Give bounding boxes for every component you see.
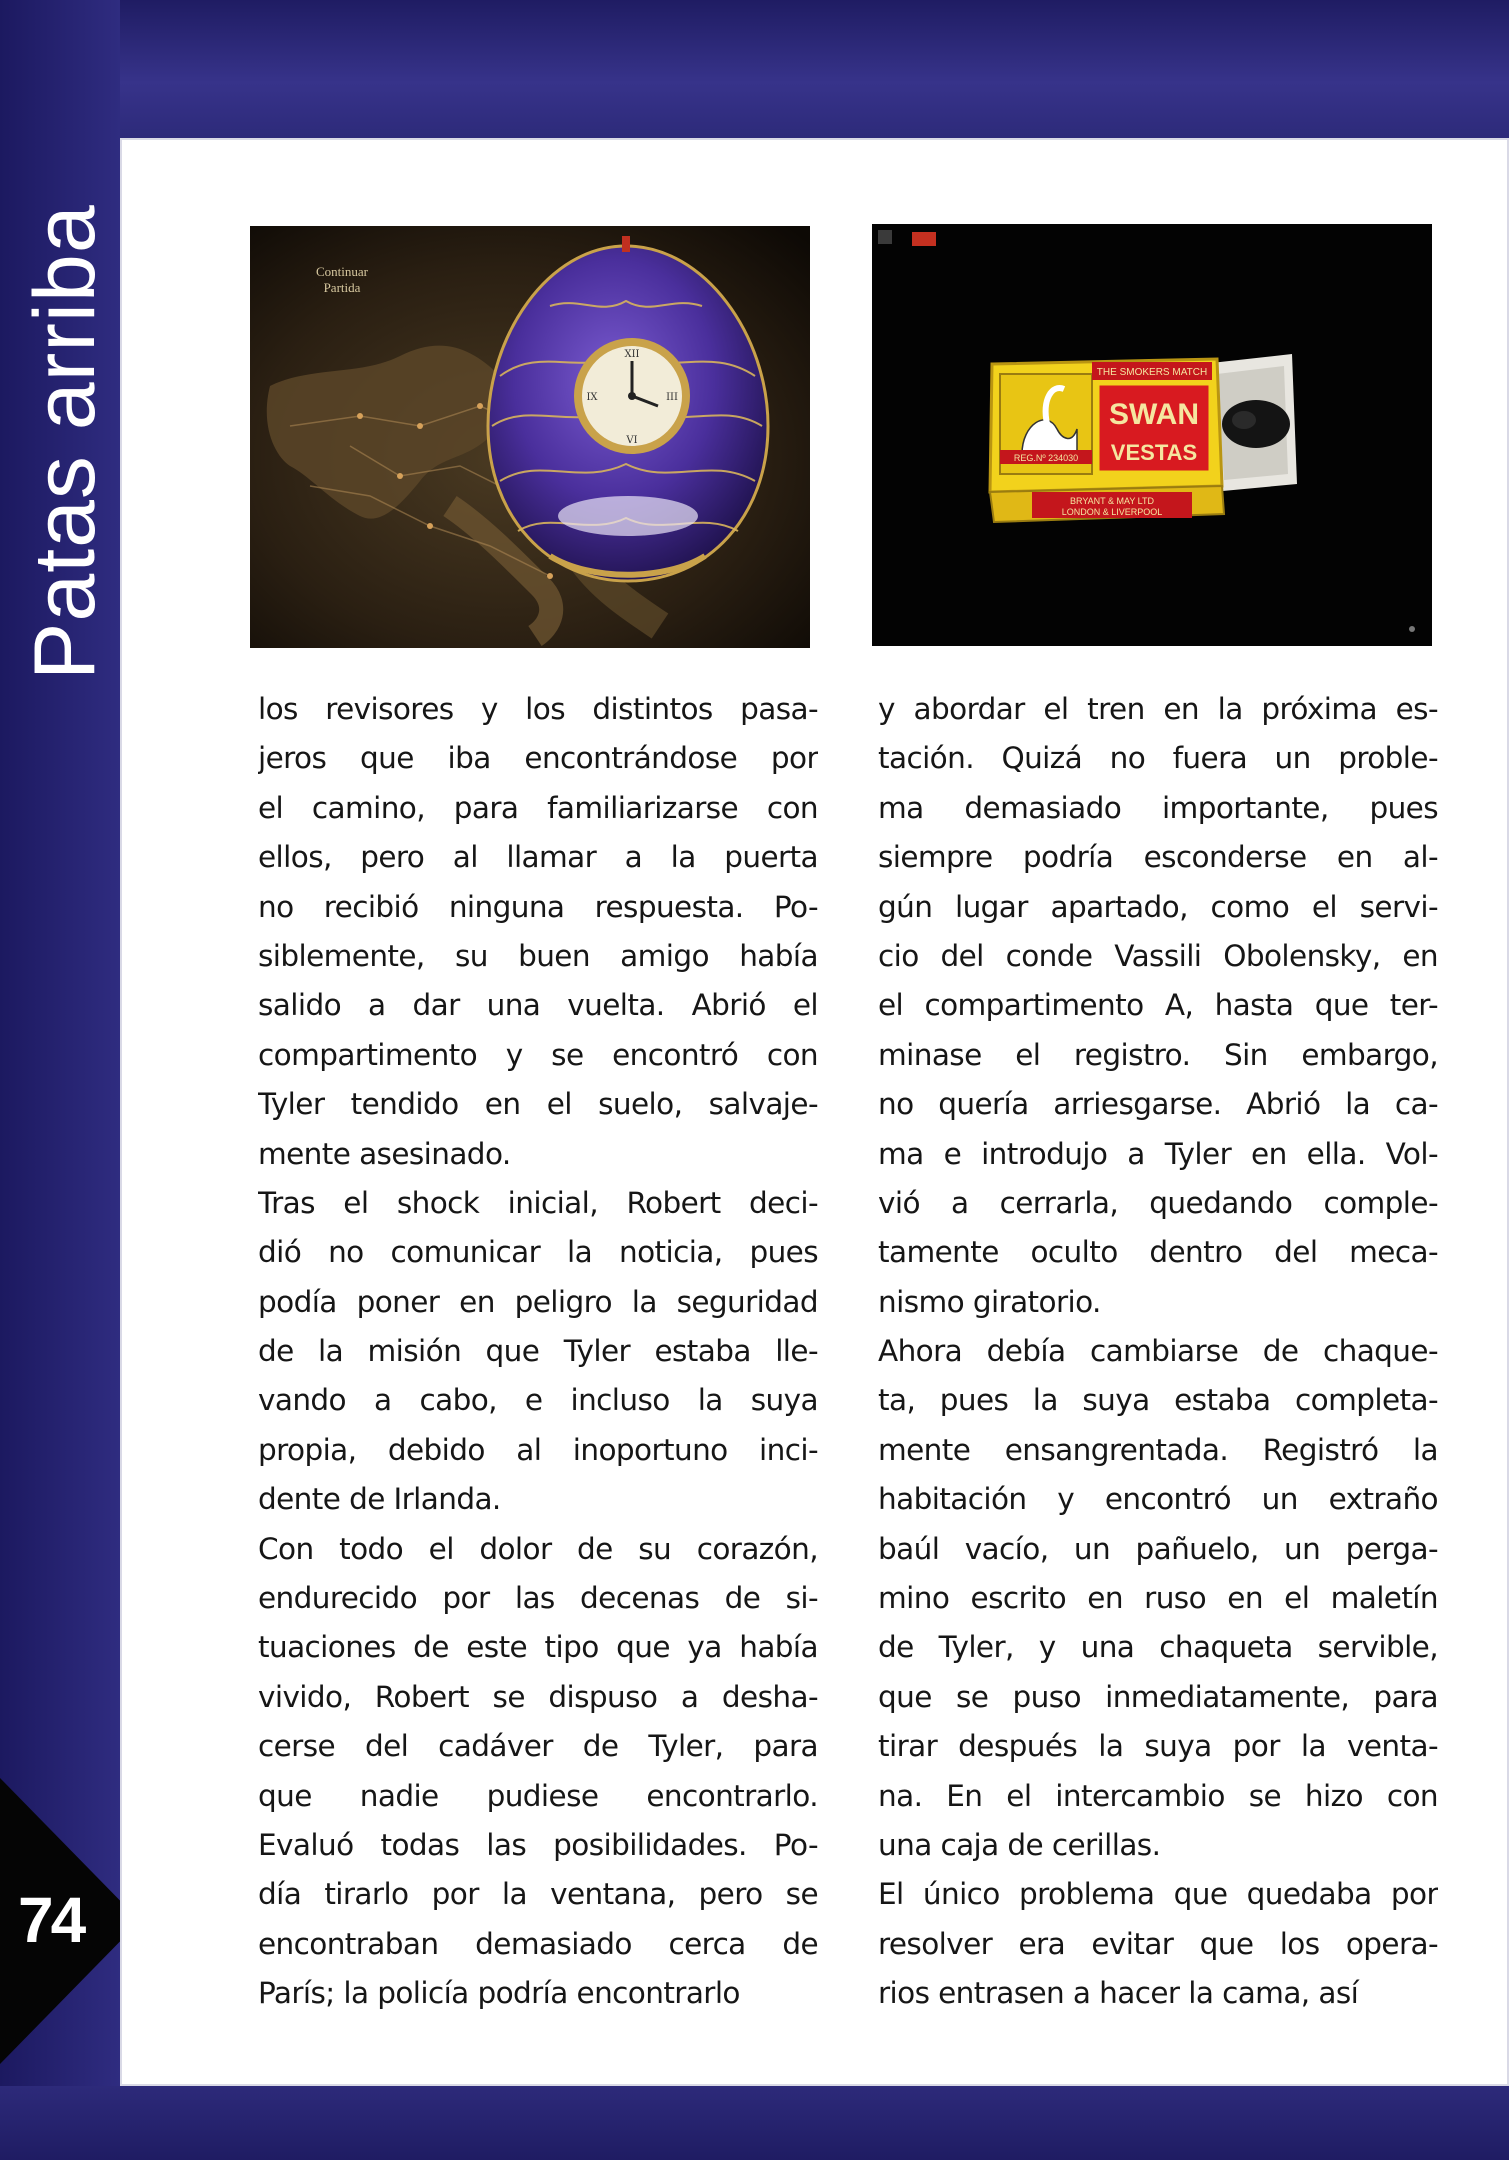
menu-label-continue: Continuar <box>316 264 368 279</box>
text-line: los revisores y los distintos pasa- <box>258 692 818 726</box>
text-line: nismo giratorio. <box>878 1284 1101 1319</box>
text-line: ta, pues la suya estaba completa- <box>878 1383 1438 1418</box>
menu-label-game: Partida <box>323 280 361 295</box>
text-line: vivido, Robert se dispuso a desha- <box>258 1679 818 1714</box>
text-line: dente de Irlanda. <box>258 1482 501 1517</box>
text-line: de la misión que Tyler estaba lle- <box>258 1334 818 1369</box>
text-line: ellos, pero al llamar a la puerta <box>258 840 818 875</box>
text-line: Tras el shock inicial, Robert deci- <box>258 1185 818 1220</box>
text-line: Tyler tendido en el suelo, salvaje- <box>258 1087 818 1122</box>
text-line: gún lugar apartado, como el servi- <box>878 889 1438 924</box>
text-line: El único problema que quedaba por <box>878 1877 1438 1912</box>
text-line: baúl vacío, un pañuelo, un perga- <box>878 1531 1438 1566</box>
text-line: una caja de cerillas. <box>878 1827 1161 1862</box>
text-line: día tirarlo por la ventana, pero se <box>258 1877 818 1912</box>
text-line: que nadie pudiese encontrarlo. <box>258 1778 818 1813</box>
text-line: resolver era evitar que los opera- <box>878 1926 1438 1961</box>
screenshot-matchbox <box>872 224 1432 646</box>
text-line: tamente oculto dentro del meca- <box>878 1235 1438 1270</box>
text-line: París; la policía podría encontrarlo <box>258 1976 740 2011</box>
text-line: mente ensangrentada. Registró la <box>878 1432 1438 1467</box>
svg-text:XII: XII <box>624 349 640 360</box>
text-line: que se puso inmediatamente, para <box>878 1679 1438 1714</box>
text-line: compartimento y se encontró con <box>258 1037 818 1072</box>
text-column-left <box>258 685 818 2019</box>
text-line: y abordar el tren en la próxima es- <box>878 692 1438 726</box>
brand-subname: VESTAS <box>1110 440 1198 465</box>
svg-text:VI: VI <box>626 435 638 446</box>
text-line: jeros que iba encontrándose por <box>258 741 818 776</box>
box-top-band: THE SMOKERS MATCH <box>1096 367 1208 378</box>
text-line: Con todo el dolor de su corazón, <box>258 1531 818 1566</box>
text-line: no recibió ninguna respuesta. Po- <box>258 889 818 924</box>
text-line: tuaciones de este tipo que ya había <box>258 1630 818 1665</box>
brand-name: SWAN <box>1109 398 1199 431</box>
text-line: podía poner en peligro la seguridad <box>258 1284 818 1319</box>
text-line: encontraban demasiado cerca de <box>258 1926 818 1961</box>
text-line: no quería arriesgarse. Abrió la ca- <box>878 1087 1438 1122</box>
text-line: siblemente, su buen amigo había <box>258 938 818 973</box>
text-line: propia, debido al inoportuno inci- <box>258 1432 818 1467</box>
svg-text:III: III <box>666 392 678 403</box>
top-border <box>0 0 1509 138</box>
section-title: Patas arriba <box>17 204 113 680</box>
map-egg-illustration <box>250 226 810 648</box>
maker-line-1: BRYANT & MAY LTD <box>1069 496 1155 506</box>
text-line: vando a cabo, e incluso la suya <box>258 1383 818 1418</box>
text-line: habitación y encontró un extraño <box>878 1482 1438 1517</box>
matchbox-illustration <box>872 224 1432 646</box>
text-line: na. En el intercambio se hizo con <box>878 1778 1438 1813</box>
text-line: siempre podría esconderse en al- <box>878 840 1438 875</box>
text-line: tación. Quizá no fuera un proble- <box>878 741 1438 776</box>
text-column-right <box>878 685 1438 2019</box>
text-line: el compartimento A, hasta que ter- <box>878 988 1438 1023</box>
text-line: minase el registro. Sin embargo, <box>878 1037 1438 1072</box>
text-line: vió a cerrarla, quedando comple- <box>878 1185 1438 1220</box>
text-line: rios entrasen a hacer la cama, así <box>878 1976 1359 2011</box>
text-line: Evaluó todas las posibilidades. Po- <box>258 1827 818 1862</box>
screenshot-map-egg-clock <box>250 226 810 648</box>
text-line: el camino, para familiarizarse con <box>258 790 818 825</box>
text-line: dió no comunicar la noticia, pues <box>258 1235 818 1270</box>
text-line: mino escrito en ruso en el maletín <box>878 1581 1438 1616</box>
text-line: mente asesinado. <box>258 1136 511 1171</box>
reg-number: REG.Nº 234030 <box>1013 453 1079 463</box>
svg-text:IX: IX <box>586 392 598 403</box>
text-line: tirar después la suya por la venta- <box>878 1729 1438 1764</box>
text-line: ma e introdujo a Tyler en ella. Vol- <box>878 1136 1438 1171</box>
text-line: salido a dar una vuelta. Abrió el <box>258 988 818 1023</box>
text-line: cerse del cadáver de Tyler, para <box>258 1729 818 1764</box>
bottom-border <box>0 2086 1509 2160</box>
page-number: 74 <box>18 1884 84 1956</box>
text-line: Ahora debía cambiarse de chaque- <box>878 1334 1438 1369</box>
text-line: ma demasiado importante, pues <box>878 790 1438 825</box>
maker-line-2: LONDON & LIVERPOOL <box>1061 507 1163 517</box>
text-line: cio del conde Vassili Obolensky, en <box>878 938 1438 973</box>
text-line: de Tyler, y una chaqueta servible, <box>878 1630 1438 1665</box>
text-line: endurecido por las decenas de si- <box>258 1581 818 1616</box>
